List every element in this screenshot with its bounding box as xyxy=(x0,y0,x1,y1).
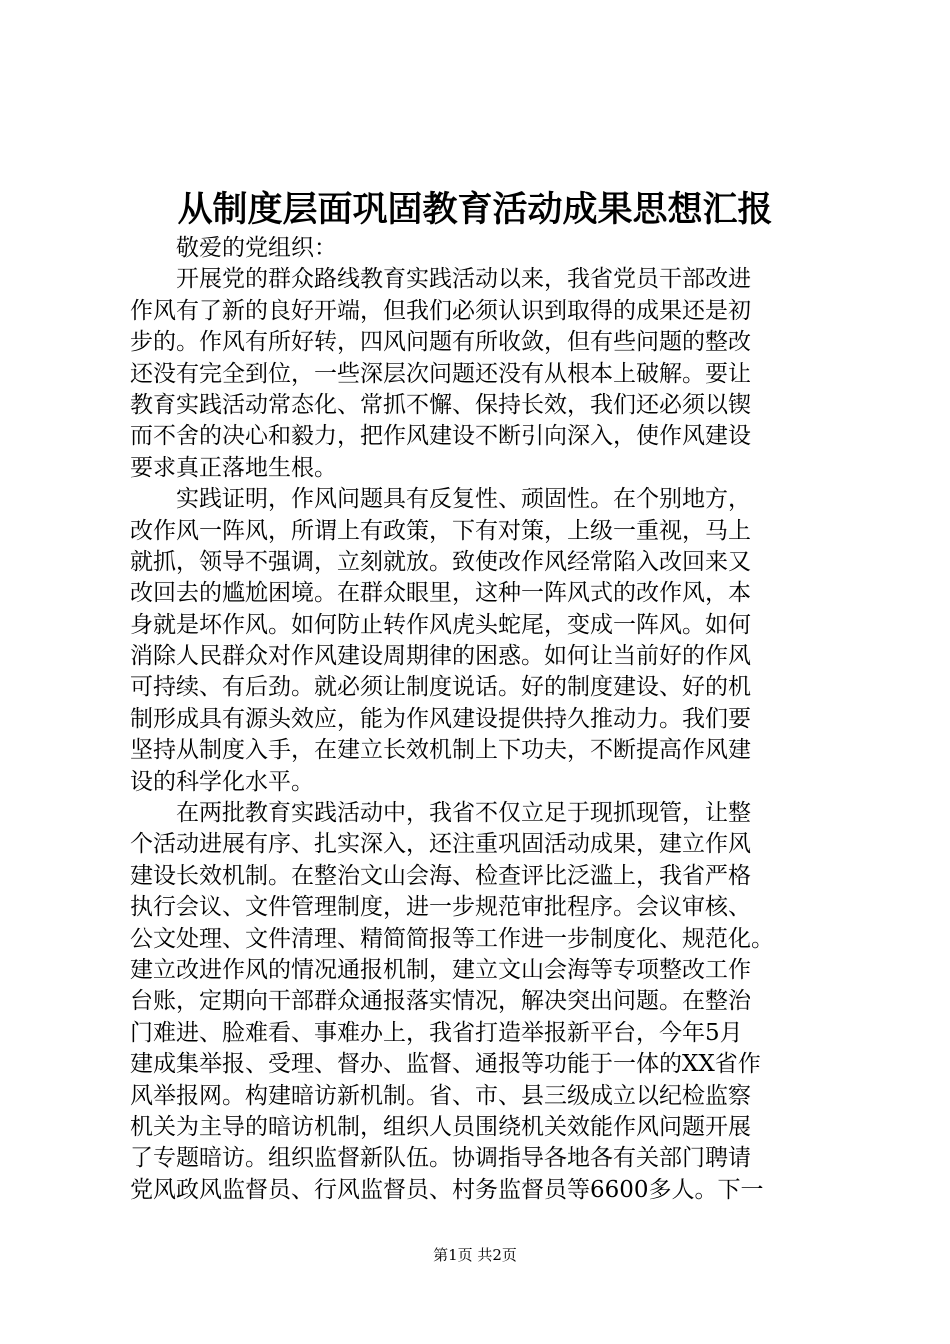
text-line: 设的科学化水平。 xyxy=(130,768,314,795)
text-line: 坚持从制度入手，在建立长效机制上下功夫，不断提高作风建 xyxy=(130,737,751,764)
text-line: 改作风一阵风，所谓上有政策，下有对策，上级一重视，马上 xyxy=(130,517,751,544)
text-line: 个活动进展有序、扎实深入，还注重巩固活动成果，建立作风 xyxy=(130,831,751,858)
text-line: 而不舍的决心和毅力，把作风建设不断引向深入，使作风建设 xyxy=(130,423,751,450)
text-line: 风举报网。构建暗访新机制。省、市、县三级成立以纪检监察 xyxy=(130,1082,751,1109)
text-line: 还没有完全到位，一些深层次问题还没有从根本上破解。要让 xyxy=(130,360,751,387)
text-line: 党风政风监督员、行风监督员、村务监督员等6600多人。下一 xyxy=(130,1176,764,1203)
text-line: 了专题暗访。组织监督新队伍。协调指导各地各有关部门聘请 xyxy=(130,1145,751,1172)
text-line: 身就是坏作风。如何防止转作风虎头蛇尾，变成一阵风。如何 xyxy=(130,611,751,638)
text-line: 步的。作风有所好转，四风问题有所收敛，但有些问题的整改 xyxy=(130,329,751,356)
text-line: 要求真正落地生根。 xyxy=(130,454,337,481)
text-line: 开展党的群众路线教育实践活动以来，我省党员干部改进 xyxy=(130,266,751,293)
text-line: 建立改进作风的情况通报机制，建立文山会海等专项整改工作 xyxy=(130,956,751,983)
text-line: 敬爱的党组织： xyxy=(130,235,337,261)
text-line: 就抓，领导不强调，立刻就放。致使改作风经常陷入改回来又 xyxy=(130,548,751,575)
document-title: 从制度层面巩固教育活动成果思想汇报 xyxy=(177,189,773,230)
document-body xyxy=(130,233,830,1206)
page-number: 第1页 共2页 xyxy=(433,1246,517,1264)
text-line: 实践证明，作风问题具有反复性、顽固性。在个别地方， xyxy=(130,486,751,513)
text-line: 门难进、脸难看、事难办上，我省打造举报新平台，今年5月 xyxy=(130,1019,743,1046)
text-line: 消除人民群众对作风建设周期律的困惑。如何让当前好的作风 xyxy=(130,643,751,670)
text-line: 台账，定期向干部群众通报落实情况，解决突出问题。在整治 xyxy=(130,988,751,1015)
text-line: 执行会议、文件管理制度，进一步规范审批程序。会议审核、 xyxy=(130,894,751,921)
text-line: 公文处理、文件清理、精简简报等工作进一步制度化、规范化。 xyxy=(130,925,774,952)
text-line: 改回去的尴尬困境。在群众眼里，这种一阵风式的改作风，本 xyxy=(130,580,751,607)
text-line: 可持续、有后劲。就必须让制度说话。好的制度建设、好的机 xyxy=(130,674,751,701)
text-line: 在两批教育实践活动中，我省不仅立足于现抓现管，让整 xyxy=(130,800,751,827)
text-line: 机关为主导的暗访机制，组织人员围绕机关效能作风问题开展 xyxy=(130,1113,751,1140)
text-line: 制形成具有源头效应，能为作风建设提供持久推动力。我们要 xyxy=(130,705,751,732)
text-line: 教育实践活动常态化、常抓不懈、保持长效，我们还必须以锲 xyxy=(130,391,751,418)
text-line: 建设长效机制。在整治文山会海、检查评比泛滥上，我省严格 xyxy=(130,862,751,889)
text-line: 作风有了新的良好开端，但我们必须认识到取得的成果还是初 xyxy=(130,297,751,324)
text-line: 建成集举报、受理、督办、监督、通报等功能于一体的XX省作 xyxy=(130,1051,761,1078)
